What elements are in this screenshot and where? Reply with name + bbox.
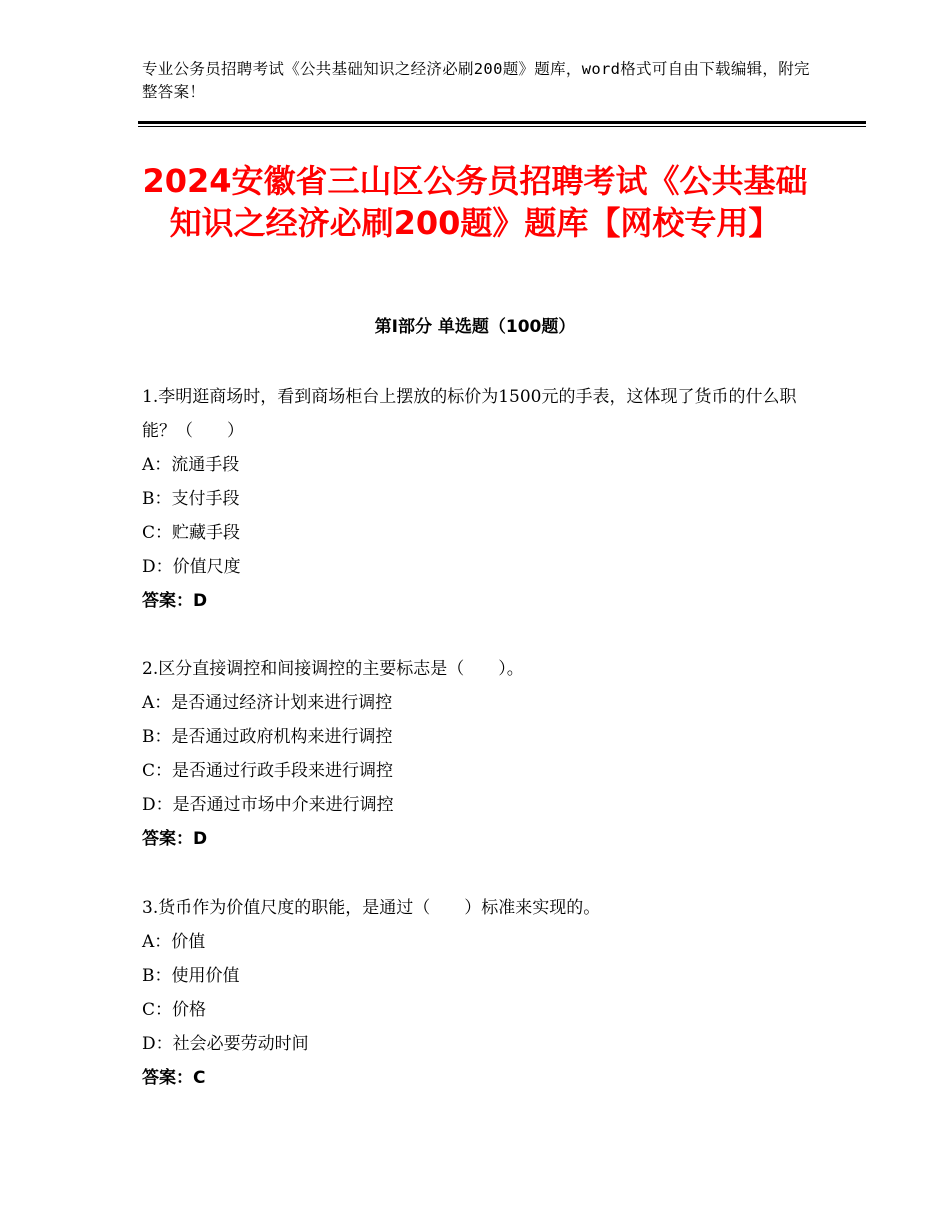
question-stem: 3.货币作为价值尺度的职能，是通过（ ）标准来实现的。 bbox=[142, 898, 601, 918]
option-d: D：价值尺度 bbox=[142, 557, 241, 577]
option-c: C：贮藏手段 bbox=[142, 523, 241, 543]
option-b: B：支付手段 bbox=[142, 489, 240, 509]
answer: 答案：C bbox=[142, 1068, 206, 1088]
option-a: A：价值 bbox=[142, 932, 206, 952]
answer: 答案：D bbox=[142, 591, 208, 611]
document-title: 2024安徽省三山区公务员招聘考试《公共基础知识之经济必刷200题》题库【网校专用】 bbox=[142, 162, 808, 242]
option-d: D：是否通过市场中介来进行调控 bbox=[142, 795, 394, 815]
option-b: B：是否通过政府机构来进行调控 bbox=[142, 727, 393, 747]
option-c: C：价格 bbox=[142, 1000, 207, 1020]
option-a: A：流通手段 bbox=[142, 455, 240, 475]
header-rule-thick bbox=[138, 121, 866, 124]
question-1 bbox=[142, 380, 812, 618]
question-2 bbox=[142, 652, 812, 856]
answer: 答案：D bbox=[142, 829, 208, 849]
question-stem: 2.区分直接调控和间接调控的主要标志是（ ）。 bbox=[142, 659, 524, 679]
section-heading: 第Ⅰ部分 单选题（100题） bbox=[374, 317, 576, 337]
option-d: D：社会必要劳动时间 bbox=[142, 1034, 309, 1054]
option-a: A：是否通过经济计划来进行调控 bbox=[142, 693, 393, 713]
header-note: 专业公务员招聘考试《公共基础知识之经济必刷200题》题库，word格式可自由下载编辑，附完整答案！ bbox=[142, 60, 810, 101]
option-c: C：是否通过行政手段来进行调控 bbox=[142, 761, 394, 781]
question-stem: 1.李明逛商场时，看到商场柜台上摆放的标价为1500元的手表，这体现了货币的什么职能？（ ） bbox=[142, 387, 797, 441]
option-b: B：使用价值 bbox=[142, 966, 240, 986]
header-rule-thin bbox=[138, 126, 866, 127]
question-3 bbox=[142, 891, 812, 1095]
